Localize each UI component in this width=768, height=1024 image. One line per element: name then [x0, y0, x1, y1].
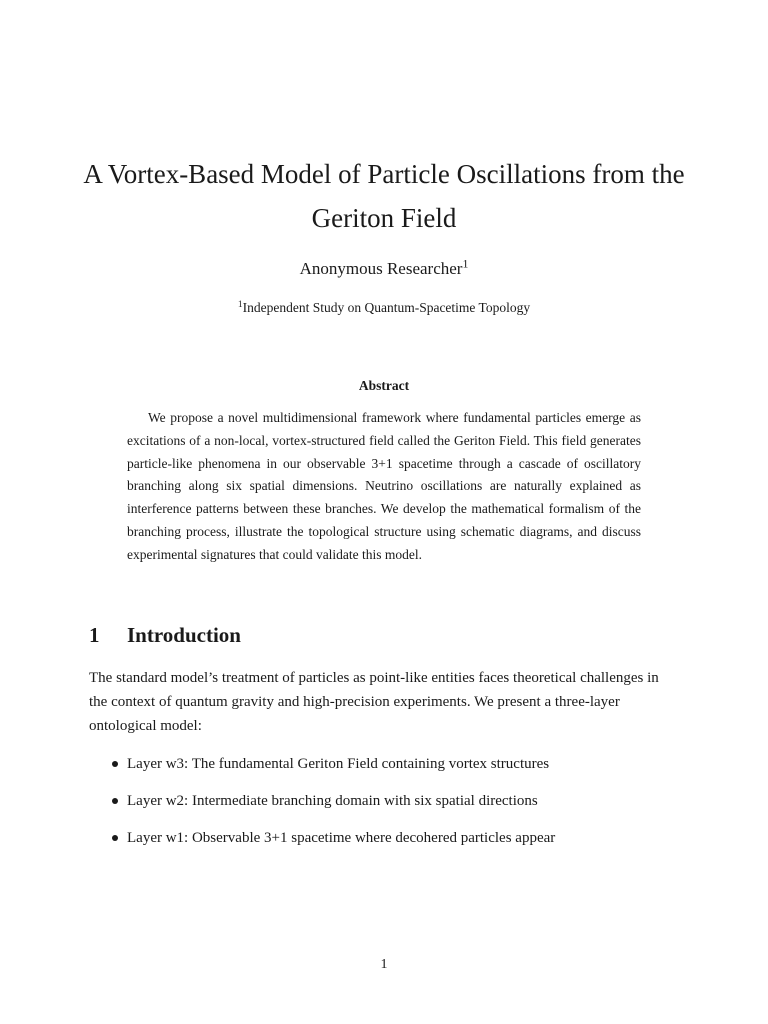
section-number: 1: [89, 623, 100, 647]
author-name: Anonymous Researcher: [299, 259, 463, 278]
affiliation-text: Independent Study on Quantum-Spacetime Topology: [242, 300, 531, 315]
page-number: 1: [380, 957, 388, 972]
bullet-icon: [112, 835, 118, 841]
section-title: Introduction: [127, 623, 241, 647]
list-item-text: Layer w1: Observable 3+1 spacetime where decohered particles appear: [127, 830, 556, 846]
affiliation-line: [0, 298, 768, 318]
author-line: [0, 257, 768, 281]
bullet-icon: [112, 798, 118, 804]
abstract-body: We propose a novel multidimensional framework where fundamental particles emerge as excitations of a non-local, vortex-structured field called the Geriton Field. This field generates particle-like phenomena in our observable 3+1 spacetime through a cascade of oscillatory branching along six spatial dimensions. Neutrino oscillations are naturally explained as interference patterns between these branches. We develop the mathematical formalism of the branching process, illustrate the topological structure using schematic diagrams, and discuss experimental signatures that could validate this model.: [127, 410, 641, 562]
introduction-paragraph: The standard model’s treatment of particles as point-like entities faces theoretical challenges in the context of quantum gravity and high-precision experiments. We present a three-layer ontological model:: [89, 670, 659, 734]
section-heading-introduction: [89, 620, 241, 650]
paper-title: A Vortex-Based Model of Particle Oscillations from the Geriton Field: [83, 159, 685, 233]
affiliation-marker: 1: [237, 299, 243, 310]
list-item: [110, 752, 670, 789]
list-item: [110, 789, 670, 826]
author-affiliation-marker: 1: [462, 256, 469, 271]
list-item: [110, 826, 670, 863]
list-item-text: Layer w2: Intermediate branching domain with six spatial directions: [127, 793, 538, 809]
abstract-heading: Abstract: [358, 378, 410, 393]
layer-list: [110, 752, 670, 863]
list-item-text: Layer w3: The fundamental Geriton Field containing vortex structures: [127, 756, 550, 772]
bullet-icon: [112, 761, 118, 767]
